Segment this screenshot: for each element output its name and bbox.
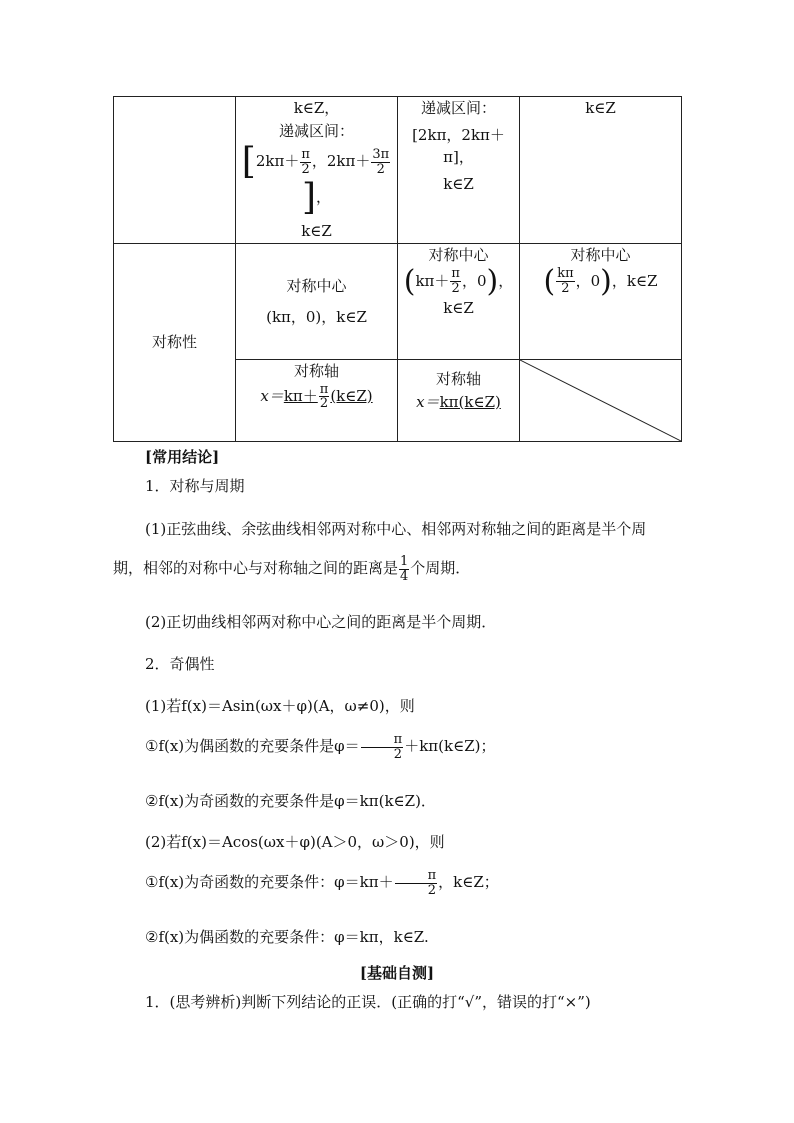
cell-symmetry-label: 对称性: [114, 244, 236, 442]
section-1-para-1b: 期，相邻的对称中心与对称轴之间的距离是 $\frac{1}{4}$ 个周期．: [113, 554, 471, 584]
cell-tan-axis-empty: [520, 360, 682, 442]
quarter-fraction: $\frac{1}{4}$: [400, 554, 409, 584]
section-2-para-1-item-2: ②f(x)为奇函数的充要条件是φ＝kπ(k∈Z)．: [145, 792, 436, 810]
table-row-center: [114, 244, 682, 360]
section-1-para-2: (2)正切曲线相邻两对称中心之间的距离是半个周期．: [145, 613, 497, 631]
tan-center-point: ( $\frac{k\pi}{2}$ ，0)，k∈Z: [543, 263, 658, 299]
section-1-para-1a: (1)正弦曲线、余弦曲线相邻两对称中心、相邻两对称轴之间的距离是半个周: [145, 520, 647, 538]
table-row-decreasing: [114, 97, 682, 244]
section-2-para-2-item-2: ②f(x)为偶函数的充要条件：φ＝kπ，k∈Z.: [145, 928, 429, 946]
section-2-para-2: (2)若f(x)＝Acos(ωx＋φ)(A＞0，ω＞0)，则: [145, 833, 445, 851]
cell-sin-center: 对称中心 (kπ，0)，k∈Z: [236, 244, 398, 360]
section-1-title: 1．对称与周期: [145, 477, 245, 495]
diagonal-slash: [520, 360, 681, 441]
conclusions-heading: [常用结论]: [145, 448, 220, 466]
cell-tan-center: 对称中心 ( $\frac{k\pi}{2}$ ，0)，k∈Z: [520, 244, 682, 360]
section-2-title: 2．奇偶性: [145, 655, 215, 673]
section-2-para-1: (1)若f(x)＝Asin(ωx＋φ)(A，ω≠0)，则: [145, 697, 415, 715]
cell-cos-center: 对称中心 (kπ＋ $\frac{\pi}{2}$ ，0)， k∈Z: [398, 244, 520, 360]
trig-properties-table: [113, 96, 682, 442]
cell-tan-row1: k∈Z: [520, 97, 682, 244]
cell-sin-axis: 对称轴 x＝kπ＋ $\frac{\pi}{2}$ (k∈Z): [236, 360, 398, 442]
cos-axis-formula: x＝kπ(k∈Z): [416, 392, 501, 411]
selftest-question-1: 1．(思考辨析)判断下列结论的正误．(正确的打“√”，错误的打“×”): [145, 993, 591, 1011]
selftest-heading: [基础自测]: [359, 964, 435, 982]
cell-sin-decreasing: k∈Z， 递减区间： [2kπ＋ $\frac{\pi}{2}$ ，2kπ＋ $\frac{3\pi}{2}$ ]， k∈Z: [236, 97, 398, 244]
sin-axis-formula: x＝kπ＋ $\frac{\pi}{2}$ (k∈Z): [260, 381, 373, 412]
cell-cos-axis: 对称轴 x＝kπ(k∈Z): [398, 360, 520, 442]
cell-cos-decreasing: 递减区间： [2kπ，2kπ＋π]， k∈Z: [398, 97, 520, 244]
cell-row1-label: [114, 97, 236, 244]
section-2-para-1-item-1: ①f(x)为偶函数的充要条件是φ＝ $\frac{\pi}{2}$ ＋kπ(k∈Z)；: [145, 732, 496, 762]
cos-center-point: (kπ＋ $\frac{\pi}{2}$ ，0)，: [403, 263, 514, 299]
sin-decreasing-interval: [2kπ＋ $\frac{\pi}{2}$ ，2kπ＋ $\frac{3\pi}{2}$ ]，: [241, 141, 390, 218]
section-2-para-2-item-1: ①f(x)为奇函数的充要条件：φ＝kπ＋ $\frac{\pi}{2}$ ，k∈Z；: [145, 868, 499, 898]
